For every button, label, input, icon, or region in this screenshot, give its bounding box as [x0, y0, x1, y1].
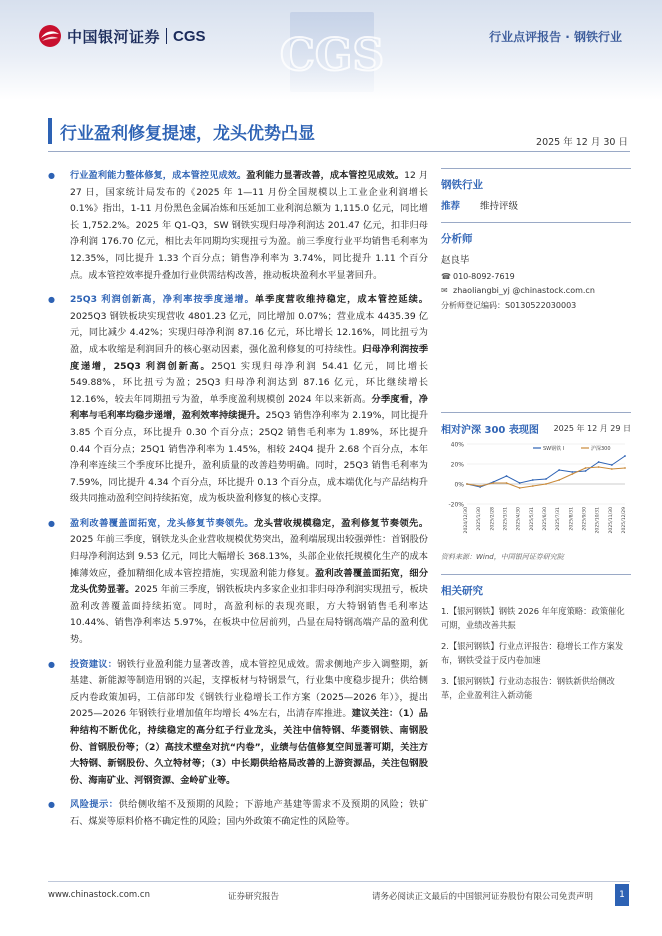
bullet-text: 12 月 27 日，国家统计局发布的《2025 年 1—11 月份全国规模以上工业企业利润增长 0.1%》指出，1-11 月份黑色金属冶炼和压延加工业利润总额为 1,115.0 亿元，同比增长 1,752.2%。2025 年 Q1-Q3，SW 钢铁实现归母净利润达 201.47 亿元，扣非归母净利润 176.70 亿元，相比去年同期均实现扭亏为盈。前三季度行业平均销售毛利率为 12.35%，同比提升 1.33 个百分点；销售净利率为 3.74%，同比提升 1.11 个百分点。成本管控效率提升叠加行业供需结构改善，推动板块盈利水平显著回升。: [70, 170, 429, 281]
chart-x-tick: 2024/12/30: [464, 507, 469, 534]
footer-disclaimer: 请务必阅读正文最后的中国银河证券股份有限公司免责声明: [372, 892, 594, 902]
chart-data-point: [624, 467, 626, 469]
bullet-bold: 归母净利润按季度递增，25Q3 利润创新高。: [70, 343, 429, 372]
chart-data-point: [611, 468, 613, 470]
analyst-heading: 分析师: [441, 233, 473, 245]
chart-x-tick: 2025/7/31: [556, 507, 562, 531]
svg-text:CGS: CGS: [279, 30, 385, 81]
chart-data-point: [506, 475, 508, 477]
chart-legend-label: 沪深300: [591, 446, 611, 452]
chart-data-point: [571, 473, 573, 475]
phone-icon: ☎: [441, 272, 451, 281]
chart-y-tick: 40%: [450, 441, 464, 449]
relative-performance-chart: [441, 440, 631, 540]
bullet-text: 钢铁行业盈利能力显著改善，成本管控见成效。需求侧地产步入调整期，新基建、新能源等制造用钢的兴起，支撑板材与特钢景气，行业集中度稳步提升；供给侧反内卷政策加码，工信部印发《钢铁行业稳增长工作方案（2025—2026 年）》，提出 2025—2026 年钢铁行业增加值年均增长 4%左右，出清存库推进。: [70, 658, 429, 720]
cgs-watermark-icon: [279, 12, 385, 92]
mail-icon: ✉: [441, 286, 448, 295]
bullet-text: 供给侧收缩不及预期的风险；下游地产基建等需求不及预期的风险；铁矿石、煤炭等原料价格不确定性的风险；国内外政策不确定性的风险等。: [70, 799, 429, 827]
chart-data-point: [532, 485, 534, 487]
logo-text: 中国银河证券: [67, 27, 161, 46]
chart-data-point: [624, 455, 626, 457]
bullet-bold: 盈利改善覆盖面拓宽，细分龙头优势显著。: [70, 567, 429, 596]
chart-data-point: [585, 470, 587, 472]
title-divider: [48, 151, 630, 152]
chart-y-tick: 0%: [454, 481, 464, 489]
chart-date: 2025 年 12 月 29 日: [553, 424, 631, 433]
chart-source: 资料来源：Wind，中国银河证券研究院: [441, 553, 564, 561]
bullet-bold: 盈利能力显著改善，成本管控见成效。: [246, 170, 405, 181]
bullet-leaders: [48, 516, 428, 649]
chart-data-point: [598, 466, 600, 468]
bullet-text: 2025 年前三季度，钢铁龙头企业营收规模优势突出，盈利端展现出较强弹性：首钢股份归母净利润达到 9.53 亿元，同比大幅增长 368.13%，头部企业依托规模化生产的成本摊薄效应，叠加精细化成本管控措施，实现盈利能力修复。: [70, 534, 428, 579]
bullet-investment-advice: [48, 657, 428, 790]
chart-data-point: [519, 487, 521, 489]
chart-x-tick: 2025/6/30: [543, 507, 548, 531]
phone-number: 010-8092-7619: [453, 272, 515, 281]
chart-data-point: [585, 467, 587, 469]
chart-data-point: [571, 471, 573, 473]
cert-line: [441, 300, 631, 311]
bullet-bold: 龙头营收规模稳定，盈利修复节奏领先。: [254, 517, 429, 529]
chart-series-line: [467, 456, 625, 487]
chart-data-point: [558, 479, 560, 481]
report-date: 2025 年 12 月 30 日: [536, 137, 628, 148]
logo-code: CGS: [173, 27, 206, 45]
bullet-text: 2025 年前三季度，钢铁板块内多家企业扣非归母净利润实现扭亏，板块盈利改善覆盖面持续拓宽。同时，高盈利标的表现亮眼，方大特钢销售毛利率达 10.44%、销售净利率达 5.97%，在板块中位居前列，凸显在局特钢高端产品的盈利优势。: [70, 584, 428, 646]
footer-divider: [48, 881, 630, 882]
chart-title: 相对沪深 300 表现图: [441, 425, 539, 436]
phone-line: [441, 272, 631, 281]
bullet-bold: 单季度营收维持稳定，成本管控延续。: [254, 294, 428, 306]
bullet-lead: 25Q3 利润创新高，净利率按季度递增。: [70, 294, 255, 306]
related-item[interactable]: 3.【银河钢铁】行业动态报告：钢铁新供给侧改革，企业盈利注入新动能: [441, 676, 615, 700]
chart-data-point: [466, 483, 468, 485]
chart-data-point: [598, 461, 600, 463]
chart-data-point: [519, 482, 521, 484]
report-type: 行业点评报告 · 钢铁行业: [489, 30, 622, 44]
bullet-text: 25Q3 销售净利率为 2.19%，同比提升 3.85 个百分点，环比提升 0.30 个百分点；25Q2 销售毛利率为 1.89%，环比提升 0.44 个百分点；25Q1 销售净利率为 1.45%，相较 24Q4 提升 2.68 个百分点，本年净利率连续三个季度环比提升，盈利质量的改善趋势明确。同时，25Q3 销售毛利率为 7.59%，同比提升 4.34 个百分点，环比提升 0.13 个百分点，成本端优化与产品结构升级共同推动盈利空间持续拓宽，成为板块盈利修复的核心支撑。: [70, 410, 429, 505]
rating-value: 维持评级: [480, 201, 519, 212]
email-line: [441, 286, 631, 295]
chart-data-point: [545, 483, 547, 485]
sidebar: [441, 168, 631, 709]
analyst-name: 赵良毕: [441, 255, 470, 266]
bullet-q3-profit: [48, 292, 428, 508]
cgs-watermark-graphic: [279, 12, 385, 92]
main-content: [48, 168, 428, 839]
chart-data-point: [558, 469, 560, 471]
chart-data-point: [532, 479, 534, 481]
rating: [441, 198, 631, 222]
chart-x-tick: 2025/3/31: [503, 507, 509, 531]
chart-legend-label: SW钢铁 I: [543, 446, 565, 452]
rating-label: 推荐: [441, 201, 461, 212]
page-number: 1: [615, 884, 629, 906]
email-address[interactable]: zhaoliangbi_yj @chinastock.com.cn: [453, 286, 595, 295]
bullet-lead: 行业盈利能力整体修复，成本管控见成效。: [70, 170, 247, 181]
related-heading: 相关研究: [441, 585, 483, 597]
chart-x-tick: 2025/8/31: [569, 507, 575, 531]
related-item[interactable]: 1.【银河钢铁】钢铁 2026 年年度策略：政策催化可期，业绩改善共振: [441, 606, 625, 630]
company-logo: [38, 24, 206, 48]
chart-data-point: [545, 478, 547, 480]
chart-x-tick: 2025/5/31: [529, 507, 535, 531]
bullet-bold: 建议关注：（1）品种结构不断优化，持续稳定的高分红子行业龙头，关注中信特钢、华菱钢铁、南钢股份、首钢股份等；（2）高技术壁垒对抗“内卷”，业绩与估值修复空间显著可期，关注方大特钢、新钢股份、久立特材等；（3）中长期供给格局改善的上游资源品，关注包钢股份、海南矿业、河钢资源、金岭矿业等。: [70, 708, 428, 786]
chart-x-tick: 2025/10/31: [595, 507, 601, 534]
chart-x-tick: 2025/1/30: [477, 507, 483, 531]
chart-y-tick: -20%: [448, 501, 464, 509]
logo-separator: [166, 28, 167, 44]
chart-x-tick: 2025/4/30: [516, 507, 522, 531]
chart-data-point: [611, 464, 613, 466]
industry-heading: 钢铁行业: [441, 179, 483, 191]
chart-x-tick: 2025/12/29: [622, 507, 627, 534]
galaxy-logo-icon: [38, 24, 62, 48]
bullet-lead: 投资建议：: [70, 658, 118, 670]
chart-x-tick: 2025/2/28: [490, 507, 496, 531]
chart-data-point: [492, 482, 494, 484]
chart-data-point: [506, 482, 508, 484]
bullet-lead: 风险提示：: [70, 799, 119, 811]
footer-center: 证券研究报告: [228, 892, 280, 902]
chart-header: [441, 413, 631, 440]
analyst-cert: 分析师登记编码：S0130522030003: [441, 301, 577, 310]
page-title: 行业盈利修复提速，龙头优势凸显: [60, 124, 315, 144]
footer-website[interactable]: www.chinastock.com.cn: [48, 890, 150, 900]
title-accent-bar: [48, 118, 52, 144]
bullet-lead: 盈利改善覆盖面拓宽，龙头修复节奏领先。: [70, 517, 255, 529]
bullet-risk: [48, 797, 428, 830]
chart-x-tick: 2025/9/30: [582, 507, 588, 531]
chart-data-point: [479, 485, 481, 487]
bullet-text: 2025Q3 钢铁板块实现营收 4801.23 亿元，同比增加 0.07%；营业成本 4435.39 亿元，同比减少 4.42%；实现归母净利润 87.16 亿元，环比增长 12.16%，同比扭亏为盈，成本收缩是利润回升的核心驱动因素，强化盈利修复的可持续性。: [70, 310, 428, 355]
bullet-bold: 分季度看，净利率与毛利率均稳步递增，盈利效率持续提升。: [70, 393, 428, 422]
chart-x-tick: 2025/11/30: [608, 507, 614, 534]
related-item[interactable]: 2.【银河钢铁】行业点评报告：稳增长工作方案发布，钢铁受益于反内卷加速: [441, 641, 624, 665]
chart-y-tick: 20%: [450, 461, 464, 469]
bullet-profit-recovery: [48, 168, 428, 284]
bullet-text: 25Q1 实现归母净利润 54.41 亿元，同比增长 549.88%，环比扭亏为盈；25Q3 归母净利润达到 87.16 亿元，环比继续增长 12.16%，较去年同期扭亏为盈，单季度盈利规模创 2024 年以来新高。: [70, 360, 428, 405]
